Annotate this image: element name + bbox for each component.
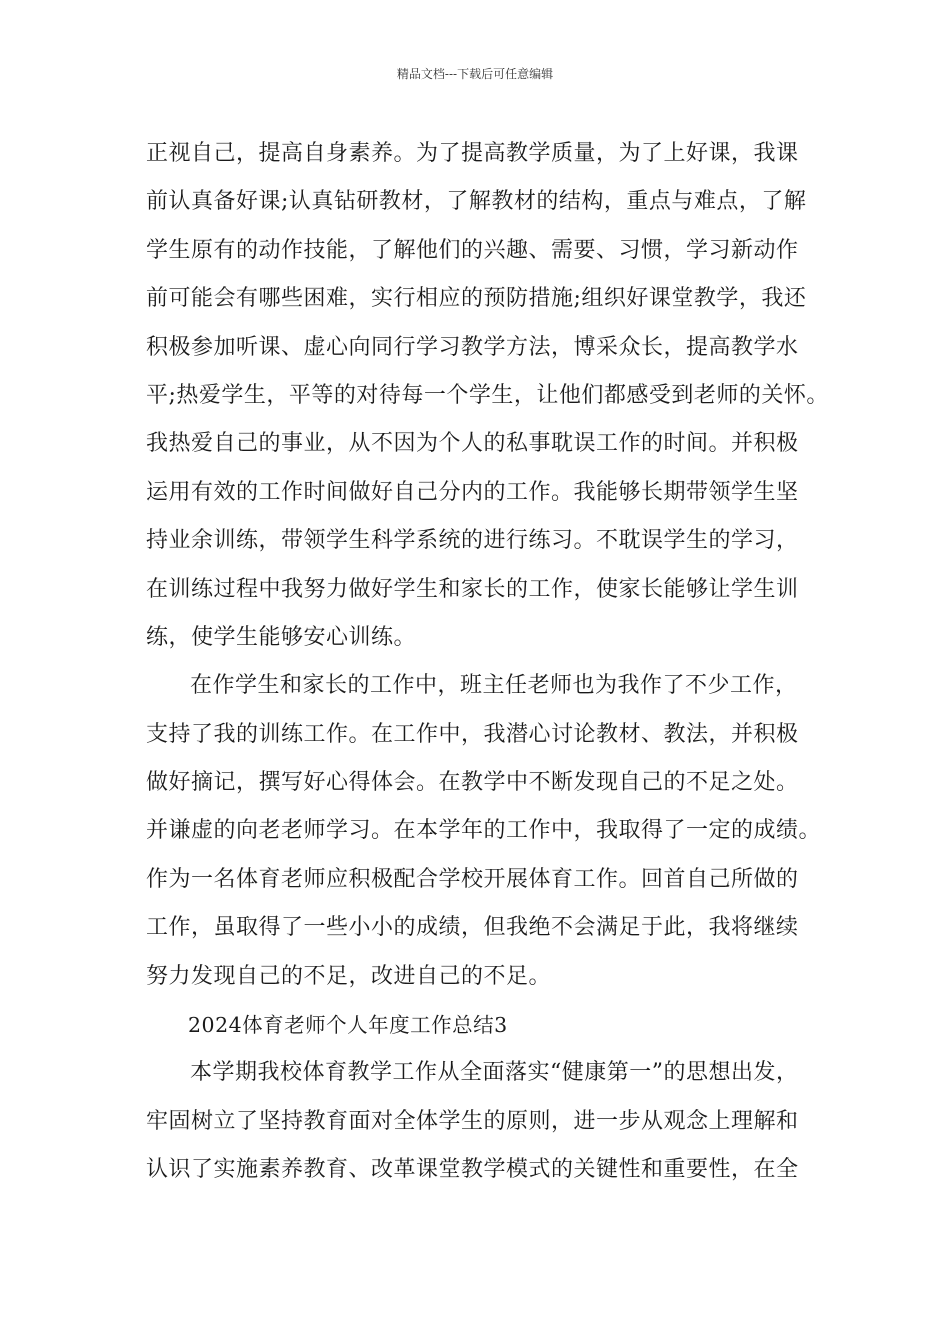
page-header: 精品文档---下载后可任意编辑 [396, 67, 554, 81]
text-line: 正视自己，提高自身素养。为了提高教学质量，为了上好课，我课 [146, 141, 799, 166]
paragraph-start-line: 在作学生和家长的工作中，班主任老师也为我作了不少工作， [190, 673, 798, 699]
text-line: 积极参加听课、虚心向同行学习教学方法，博采众长，提高教学水 [146, 334, 799, 360]
text-line: 学生原有的动作技能，了解他们的兴趣、需要、习惯，学习新动作 [146, 237, 799, 263]
text-line: 认识了实施素养教育、改革课堂教学模式的关键性和重要性，在全 [146, 1157, 799, 1183]
text-line: 做好摘记，撰写好心得体会。在教学中不断发现自己的不足之处。 [146, 770, 799, 796]
document-body [146, 130, 829, 1195]
text-line: 平;热爱学生，平等的对待每一个学生，让他们都感受到老师的关怀。 [146, 382, 829, 408]
text-line: 在训练过程中我努力做好学生和家长的工作，使家长能够让学生训 [146, 576, 799, 602]
text-line: 作为一名体育老师应积极配合学校开展体育工作。回首自己所做的 [146, 866, 799, 892]
text-line: 练，使学生能够安心训练。 [146, 624, 417, 650]
text-line: 努力发现自己的不足，改进自己的不足。 [146, 963, 552, 989]
section-heading: 2024体育老师个人年度工作总结3 [188, 1013, 508, 1038]
text-line: 前可能会有哪些困难，实行相应的预防措施;组织好课堂教学，我还 [146, 286, 807, 312]
text-line: 前认真备好课;认真钻研教材，了解教材的结构，重点与难点，了解 [146, 189, 807, 215]
text-line: 持业余训练，带领学生科学系统的进行练习。不耽误学生的学习， [146, 528, 799, 554]
text-line: 并谦虚的向老老师学习。在本学年的工作中，我取得了一定的成绩。 [146, 818, 822, 844]
text-line: 牢固树立了坚持教育面对全体学生的原则，进一步从观念上理解和 [146, 1108, 799, 1134]
paragraph-start-line: 本学期我校体育教学工作从全面落实“健康第一”的思想出发， [190, 1060, 799, 1086]
text-line: 工作，虽取得了一些小小的成绩，但我绝不会满足于此，我将继续 [146, 915, 799, 941]
text-line: 我热爱自己的事业，从不因为个人的私事耽误工作的时间。并积极 [146, 431, 799, 457]
text-line: 支持了我的训练工作。在工作中，我潜心讨论教材、教法，并积极 [146, 721, 799, 747]
text-line: 运用有效的工作时间做好自己分内的工作。我能够长期带领学生坚 [146, 479, 799, 505]
